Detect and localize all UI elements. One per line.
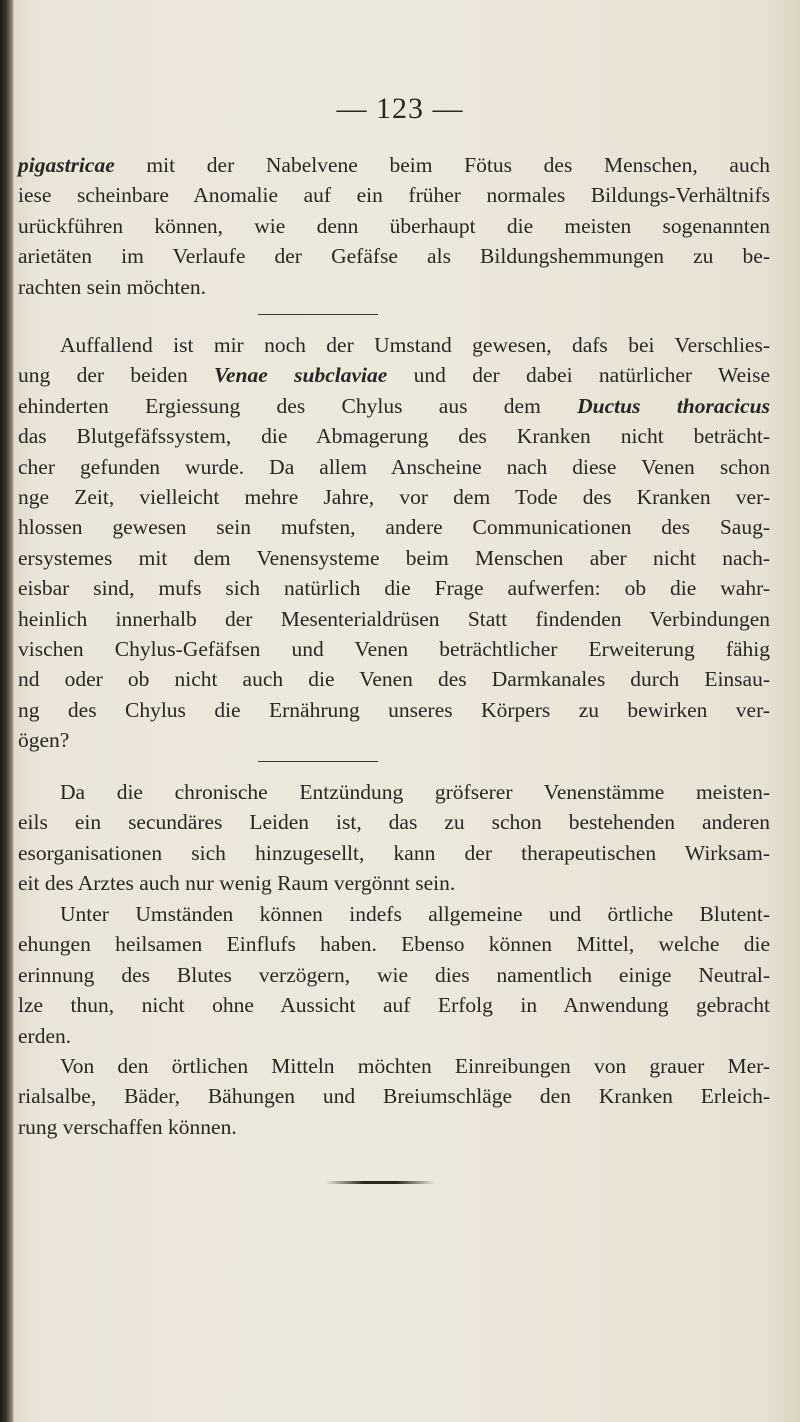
section-divider xyxy=(258,314,378,315)
text-line: iese scheinbare Anomalie auf ein früher normales Bildungs-Verhältnifs xyxy=(18,183,770,208)
text-line: arietäten im Verlaufe der Gefäfse als Bildungshemmungen zu be- xyxy=(18,244,770,269)
text-line: das Blutgefäfssystem, die Abmagerung des Kranken nicht beträcht- xyxy=(18,424,770,449)
paragraph-4 xyxy=(18,899,770,1051)
text-line xyxy=(18,150,770,180)
paragraph-1 xyxy=(18,150,770,302)
text-line: eils ein secundäres Leiden ist, das zu schon bestehenden anderen xyxy=(18,810,770,835)
text-line: lze thun, nicht ohne Aussicht auf Erfolg in Anwendung gebracht xyxy=(18,993,770,1018)
text-line: ehungen heilsamen Einflufs haben. Ebenso können Mittel, welche die xyxy=(18,932,770,957)
text-line xyxy=(18,360,770,390)
paragraph-3 xyxy=(18,777,770,899)
section-divider xyxy=(258,761,378,762)
text-line: heinlich innerhalb der Mesenterialdrüsen Statt findenden Verbindungen xyxy=(18,606,770,631)
text-line: Auffallend ist mir noch der Umstand gewesen, dafs bei Verschlies- xyxy=(60,333,770,357)
text-line: rachten sein möchten. xyxy=(18,274,207,299)
book-binding-edge xyxy=(0,0,14,1422)
page-number: — 123 — xyxy=(336,92,464,125)
text-span: ehinderten Ergiessung des Chylus aus dem xyxy=(18,393,578,418)
text-line: esorganisationen sich hinzugesellt, kann der therapeutischen Wirksam- xyxy=(18,840,770,865)
text-span: und der dabei natürlicher Weise xyxy=(387,363,770,388)
text-line: Von den örtlichen Mitteln möchten Einreibungen von grauer Mer- xyxy=(60,1054,770,1078)
paragraph-5 xyxy=(18,1051,770,1142)
text-line: erden. xyxy=(18,1023,72,1048)
paragraph-2 xyxy=(18,330,770,755)
italic-term: Ductus thoracicus xyxy=(577,393,770,418)
text-line: urückführen können, wie denn überhaupt die meisten sogenannten xyxy=(18,213,770,238)
text-span: mit der Nabelvene beim Fötus des Menschen, auch xyxy=(114,153,770,177)
text-line: ng des Chylus die Ernährung unseres Körpers zu bewirken ver- xyxy=(18,697,770,722)
text-line: hlossen gewesen sein mufsten, andere Communicationen des Saug- xyxy=(18,515,770,540)
text-line: Unter Umständen können indefs allgemeine und örtliche Blutent- xyxy=(60,902,770,926)
closing-ornament xyxy=(325,1181,435,1184)
text-line: ersystemes mit dem Venensysteme beim Menschen aber nicht nach- xyxy=(18,545,770,570)
text-line: nd oder ob nicht auch die Venen des Darmkanales durch Einsau- xyxy=(18,667,770,692)
text-line: cher gefunden wurde. Da allem Anscheine nach diese Venen schon xyxy=(18,454,770,479)
text-line: eisbar sind, mufs sich natürlich die Frage aufwerfen: ob die wahr- xyxy=(18,576,770,601)
text-span: ung der beiden xyxy=(18,363,215,388)
italic-term: pigastricae xyxy=(18,153,115,177)
text-line: rung verschaffen können. xyxy=(18,1114,237,1139)
text-line: vischen Chylus-Gefäfsen und Venen beträchtlicher Erweiterung fähig xyxy=(18,636,770,661)
text-line xyxy=(18,391,770,421)
text-line: ögen? xyxy=(18,728,70,753)
text-line: nge Zeit, vielleicht mehre Jahre, vor dem Tode des Kranken ver- xyxy=(18,484,770,509)
italic-term: Venae subclaviae xyxy=(214,363,388,388)
text-line: Da die chronische Entzündung gröfserer Venenstämme meisten- xyxy=(60,780,770,804)
text-line: rialsalbe, Bäder, Bähungen und Breiumschläge den Kranken Erleich- xyxy=(18,1084,770,1109)
text-line: erinnung des Blutes verzögern, wie dies namentlich einige Neutral- xyxy=(18,962,770,987)
text-line: eit des Arztes auch nur wenig Raum vergönnt sein. xyxy=(18,871,456,896)
